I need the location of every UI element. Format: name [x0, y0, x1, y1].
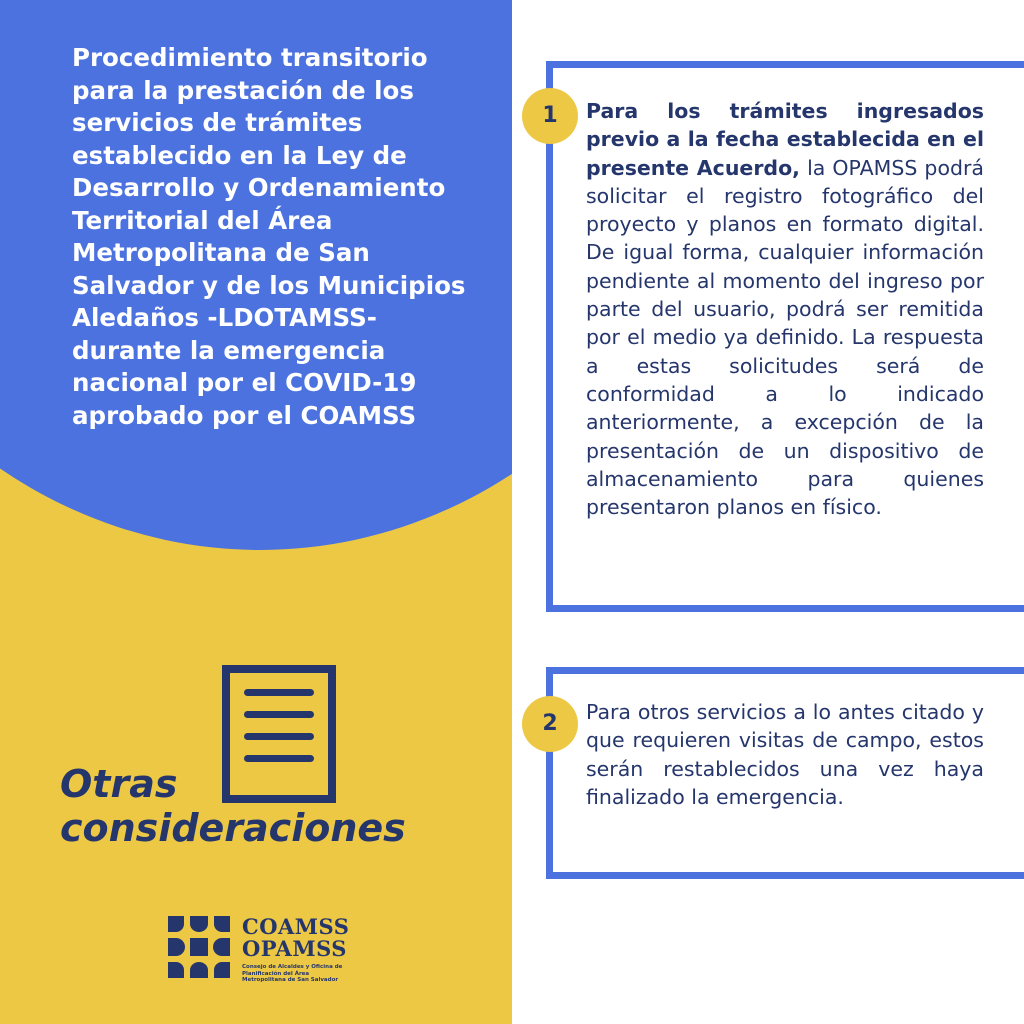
card-number-badge-1: 1	[522, 88, 578, 144]
document-line	[244, 755, 314, 762]
section-heading	[60, 762, 406, 850]
document-line	[244, 711, 314, 718]
card-1-text	[586, 97, 984, 521]
logo-text	[242, 916, 422, 984]
page-title: Procedimiento transitorio para la prestación de los servicios de trámites establecido en la Ley de Desarrollo y Ordenamiento Territorial del Área Metropolitana de San Salvador y de los Municipios Aledaños -LDOTAMSS- durante la emergencia nacional por el COVID-19 aprobado por el COAMSS	[72, 43, 466, 430]
card-1-body-text: la OPAMSS podrá solicitar el registro fotográfico del proyecto y planos en formato digital. De igual forma, cualquier información pendiente al momento del ingreso por parte del usuario, podrá ser remitida por el medio ya definido. La respuesta a estas solicitudes será de conformidad a lo indicado anteriormente, a excepción de la presentación de un dispositivo de almacenamiento para quienes presentaron planos en físico.	[586, 155, 984, 520]
section-heading-line1: Otras	[60, 762, 178, 806]
logo-mark-icon	[166, 914, 232, 980]
card-1-bold-text: Para los trámites ingresados previo a la fecha establecida en el presente Acuerdo,	[586, 99, 984, 180]
card-number-badge-2: 2	[522, 696, 578, 752]
document-line	[244, 689, 314, 696]
card-2-text: Para otros servicios a lo antes citado y que requieren visitas de campo, estos serán restablecidos una vez haya finalizado la emergencia.	[586, 700, 984, 809]
coamss-opamss-logo	[166, 914, 426, 984]
logo-opamss: OPAMSS	[242, 936, 347, 961]
logo-coamss: COAMSS	[242, 914, 350, 939]
section-heading-line2: consideraciones	[60, 806, 406, 850]
logo-subtitle: Consejo de Alcaldes y Oficina de Planificación del Área Metropolitana de San Salvador	[242, 964, 343, 983]
document-line	[244, 733, 314, 740]
